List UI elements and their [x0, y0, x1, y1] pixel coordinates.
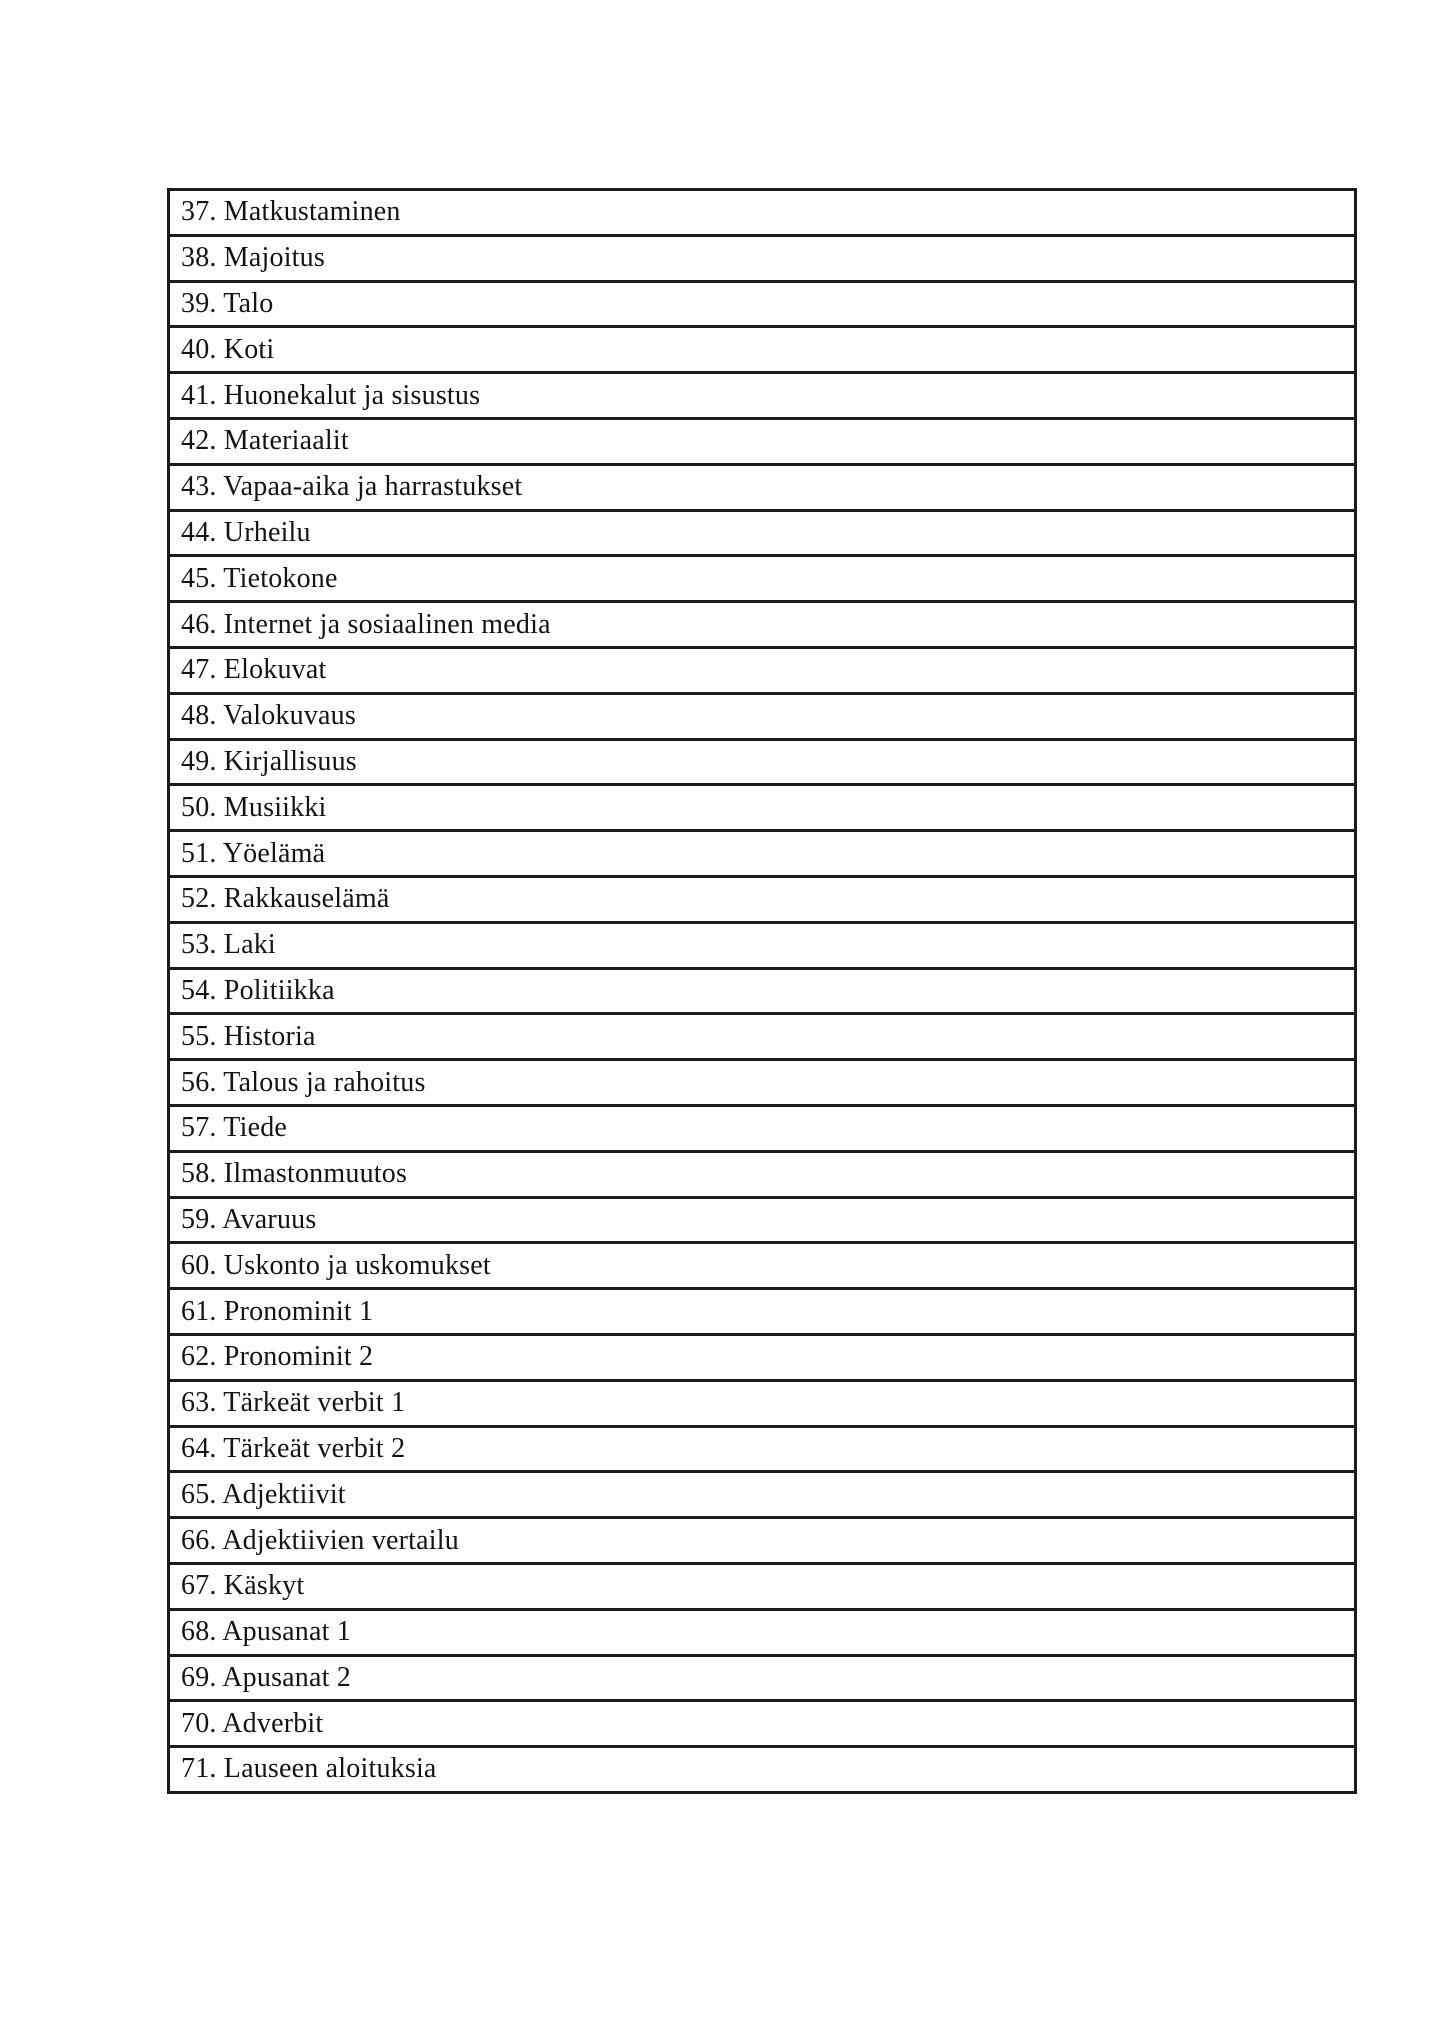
toc-entry-text: 48. Valokuvaus — [181, 700, 356, 732]
toc-entry-text: 71. Lauseen aloituksia — [181, 1753, 437, 1785]
toc-row — [170, 786, 1354, 832]
toc-entry-text: 57. Tiede — [181, 1112, 288, 1144]
toc-entry-text: 55. Historia — [181, 1020, 316, 1052]
toc-row — [170, 1702, 1354, 1748]
toc-entry-text: 60. Uskonto ja uskomukset — [181, 1249, 491, 1281]
toc-row — [170, 1657, 1354, 1703]
toc-entry-text: 39. Talo — [181, 287, 274, 319]
toc-entry-text: 59. Avaruus — [181, 1203, 317, 1235]
toc-row — [170, 878, 1354, 924]
toc-entry-text: 43. Vapaa-aika ja harrastukset — [181, 471, 523, 503]
toc-row — [170, 237, 1354, 283]
toc-row — [170, 603, 1354, 649]
toc-row — [170, 420, 1354, 466]
toc-row — [170, 557, 1354, 603]
toc-entry-text: 58. Ilmastonmuutos — [181, 1158, 408, 1190]
toc-entry-text: 45. Tietokone — [181, 562, 338, 594]
toc-entry-text: 63. Tärkeät verbit 1 — [181, 1387, 406, 1419]
toc-row — [170, 512, 1354, 558]
toc-entry-text: 37. Matkustaminen — [181, 196, 401, 228]
toc-row — [170, 1519, 1354, 1565]
toc-row — [170, 283, 1354, 329]
toc-entry-text: 64. Tärkeät verbit 2 — [181, 1432, 406, 1464]
toc-row — [170, 191, 1354, 237]
toc-entry-text: 69. Apusanat 2 — [181, 1661, 352, 1693]
toc-row — [170, 1428, 1354, 1474]
toc-row — [170, 1748, 1354, 1791]
toc-row — [170, 1290, 1354, 1336]
toc-entry-text: 47. Elokuvat — [181, 654, 327, 686]
toc-entry-text: 41. Huonekalut ja sisustus — [181, 379, 481, 411]
toc-entry-text: 38. Majoitus — [181, 242, 325, 274]
toc-entry-text: 67. Käskyt — [181, 1570, 305, 1602]
toc-row — [170, 741, 1354, 787]
toc-entry-text: 54. Politiikka — [181, 974, 335, 1006]
toc-entry-text: 70. Adverbit — [181, 1707, 324, 1739]
toc-row — [170, 1611, 1354, 1657]
toc-row — [170, 1107, 1354, 1153]
toc-row — [170, 374, 1354, 420]
toc-entry-text: 62. Pronominit 2 — [181, 1341, 374, 1373]
toc-entry-text: 53. Laki — [181, 929, 276, 961]
toc-row — [170, 695, 1354, 741]
toc-entry-text: 65. Adjektiivit — [181, 1478, 346, 1510]
toc-entry-text: 44. Urheilu — [181, 516, 311, 548]
toc-row — [170, 649, 1354, 695]
toc-row — [170, 924, 1354, 970]
toc-entry-text: 66. Adjektiivien vertailu — [181, 1524, 459, 1556]
toc-entry-text: 68. Apusanat 1 — [181, 1616, 352, 1648]
toc-table — [167, 188, 1357, 1794]
toc-entry-text: 40. Koti — [181, 333, 275, 365]
toc-entry-text: 56. Talous ja rahoitus — [181, 1066, 426, 1098]
toc-entry-text: 49. Kirjallisuus — [181, 745, 357, 777]
toc-row — [170, 1199, 1354, 1245]
toc-row — [170, 1244, 1354, 1290]
toc-row — [170, 466, 1354, 512]
toc-entry-text: 50. Musiikki — [181, 791, 327, 823]
toc-row — [170, 1061, 1354, 1107]
toc-row — [170, 1153, 1354, 1199]
toc-entry-text: 51. Yöelämä — [181, 837, 326, 869]
toc-row — [170, 1015, 1354, 1061]
toc-entry-text: 52. Rakkauselämä — [181, 883, 390, 915]
toc-row — [170, 1336, 1354, 1382]
toc-row — [170, 328, 1354, 374]
toc-entry-text: 61. Pronominit 1 — [181, 1295, 374, 1327]
toc-entry-text: 42. Materiaalit — [181, 425, 349, 457]
toc-row — [170, 1473, 1354, 1519]
toc-row — [170, 1565, 1354, 1611]
toc-row — [170, 832, 1354, 878]
toc-row — [170, 1382, 1354, 1428]
toc-entry-text: 46. Internet ja sosiaalinen media — [181, 608, 551, 640]
toc-row — [170, 970, 1354, 1016]
